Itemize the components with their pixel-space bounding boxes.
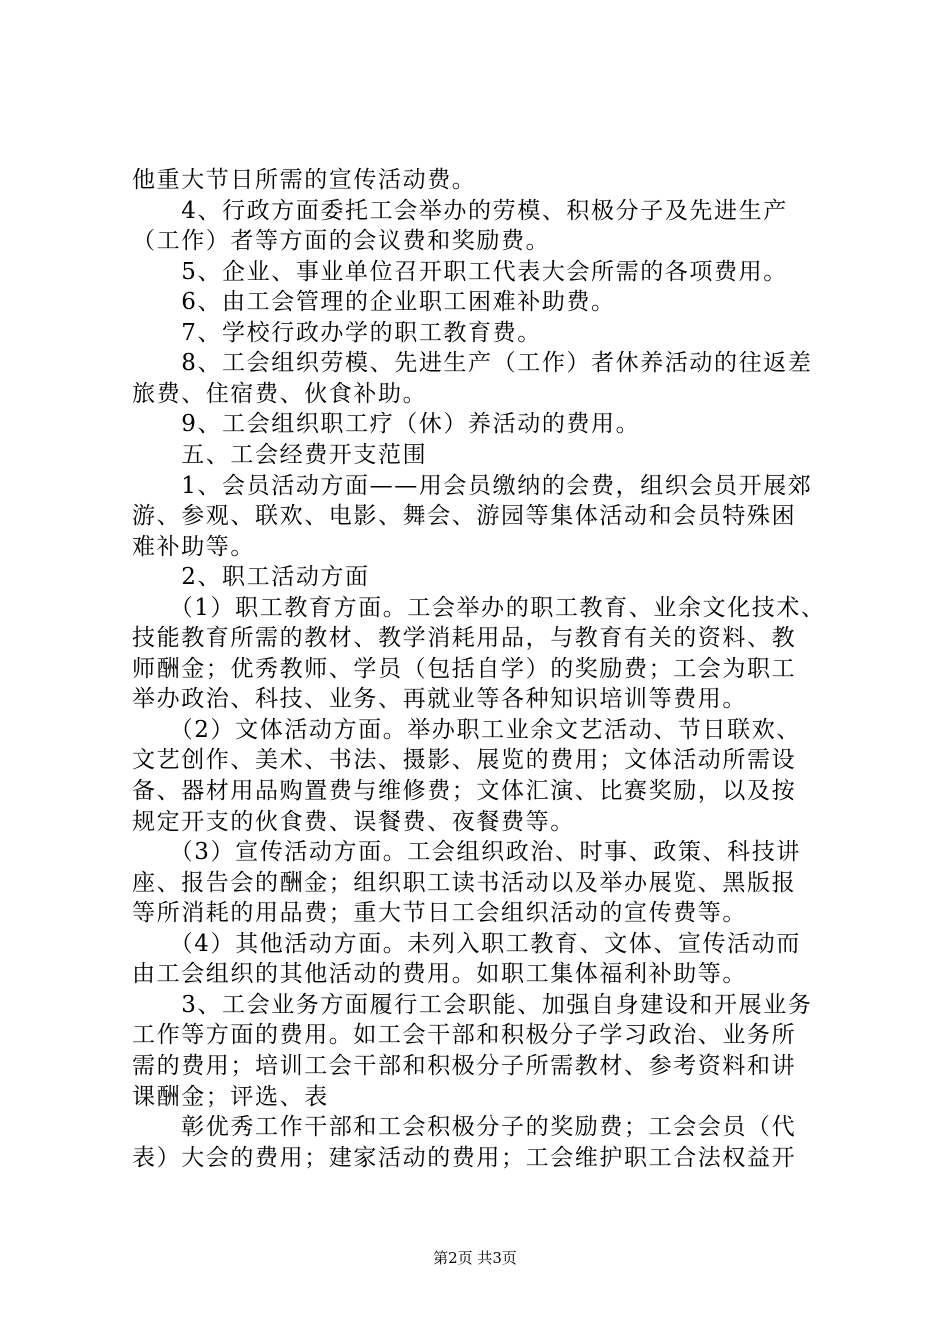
text-line: 由工会组织的其他活动的费用。如职工集体福利补助等。	[132, 961, 747, 987]
text-line: 5、企业、事业单位召开职工代表大会所需的各项费用。	[132, 259, 788, 285]
text-line: 他重大节日所需的宣传活动费。	[132, 167, 477, 193]
text-line: （工作）者等方面的会议费和奖励费。	[132, 228, 551, 254]
text-line: 规定开支的伙食费、误餐费、夜餐费等。	[132, 809, 575, 835]
text-line: 7、学校行政办学的职工教育费。	[132, 320, 542, 346]
text-line: （2）文体活动方面。举办职工业余文艺活动、节日联欢、	[132, 717, 801, 743]
text-line: （4）其他活动方面。未列入职工教育、文体、宣传活动而	[132, 931, 801, 957]
text-line: 等所消耗的用品费；重大节日工会组织活动的宣传费等。	[132, 900, 747, 926]
text-line: 2、职工活动方面	[132, 564, 370, 590]
text-line: 五、工会经费开支范围	[132, 442, 428, 468]
text-line: 举办政治、科技、业务、再就业等各种知识培训等费用。	[132, 686, 747, 712]
text-line: 技能教育所需的教材、教学消耗用品，与教育有关的资料、教	[132, 625, 797, 651]
text-line: 表）大会的费用；建家活动的费用；工会维护职工合法权益开	[132, 1145, 797, 1171]
text-line: 座、报告会的酬金；组织职工读书活动以及举办展览、黑版报	[132, 870, 797, 896]
text-line: 课酬金；评选、表	[132, 1084, 329, 1110]
text-line: （3）宣传活动方面。工会组织政治、时事、政策、科技讲	[132, 839, 801, 865]
text-line: 8、工会组织劳模、先进生产（工作）者休养活动的往返差	[132, 350, 813, 376]
text-line: 游、参观、联欢、电影、舞会、游园等集体活动和会员特殊困	[132, 503, 797, 529]
page-footer: 第2页 共3页	[433, 1249, 517, 1267]
text-line: 工作等方面的费用。如工会干部和积极分子学习政治、业务所	[132, 1022, 797, 1048]
text-line: 3、工会业务方面履行工会职能、加强自身建设和开展业务	[132, 992, 813, 1018]
text-line: 6、由工会管理的企业职工困难补助费。	[132, 289, 616, 315]
text-line: 1、会员活动方面——用会员缴纳的会费，组织会员开展郊	[132, 473, 813, 499]
text-line: 师酬金；优秀教师、学员（包括自学）的奖励费；工会为职工	[132, 656, 797, 682]
text-line: 4、行政方面委托工会举办的劳模、积极分子及先进生产	[132, 198, 788, 224]
text-line: 彰优秀工作干部和工会积极分子的奖励费；工会会员（代	[132, 1114, 797, 1140]
text-line: 9、工会组织职工疗（休）养活动的费用。	[132, 411, 641, 437]
text-line: 旅费、住宿费、伙食补助。	[132, 381, 428, 407]
text-line: 文艺创作、美术、书法、摄影、展览的费用；文体活动所需设	[132, 747, 797, 773]
text-line: 备、器材用品购置费与维修费；文体汇演、比赛奖励，以及按	[132, 778, 797, 804]
text-line: 难补助等。	[132, 534, 255, 560]
text-line: 需的费用；培训工会干部和积极分子所需教材、参考资料和讲	[132, 1053, 797, 1079]
text-line: （1）职工教育方面。工会举办的职工教育、业余文化技术、	[132, 595, 826, 621]
